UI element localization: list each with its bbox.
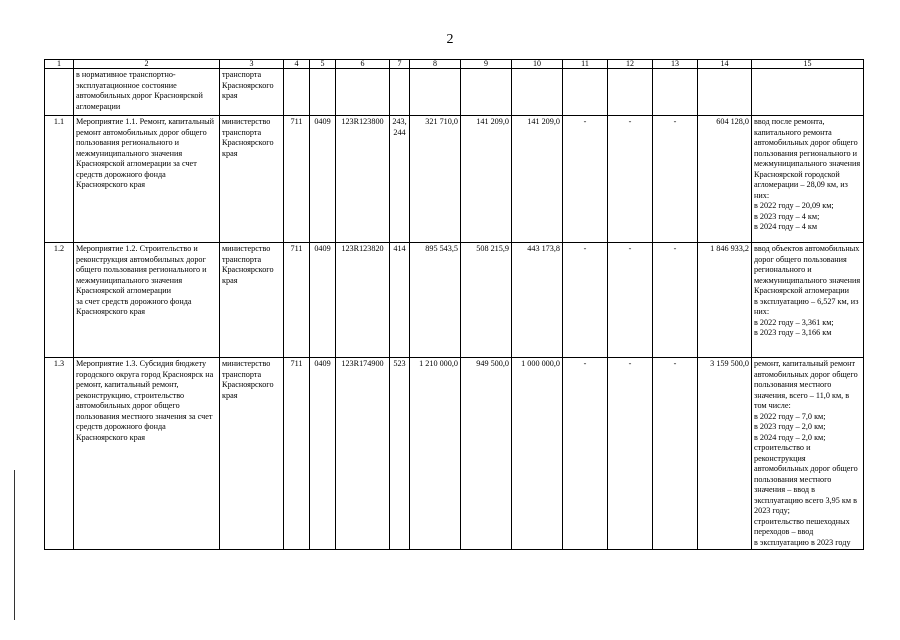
amount-col8: 321 710,0 bbox=[410, 116, 461, 243]
row-number: 1.2 bbox=[45, 243, 74, 358]
amount-col12 bbox=[608, 69, 653, 116]
table-row bbox=[45, 116, 864, 243]
amount-col9: 141 209,0 bbox=[461, 116, 512, 243]
total-amount: 604 128,0 bbox=[698, 116, 752, 243]
activity-name: Мероприятие 1.3. Субсидия бюджету городского округа город Красноярск на ремонт, капитальный ремонт, реконструкцию, строительство автомобильных дорог общего пользования местного значения за счет средств дорожного фонда Красноярского края bbox=[74, 358, 220, 550]
header-cell: 4 bbox=[284, 60, 310, 69]
header-cell: 15 bbox=[752, 60, 864, 69]
table-row bbox=[45, 243, 864, 358]
activity-name: в нормативное транспортно-эксплуатационное состояние автомобильных дорог Красноярской агломерации bbox=[74, 69, 220, 116]
section-code: 0409 bbox=[310, 243, 336, 358]
header-cell: 14 bbox=[698, 60, 752, 69]
executor: транспорта Красноярского края bbox=[220, 69, 284, 116]
executor: министерство транспорта Красноярского края bbox=[220, 243, 284, 358]
budget-table bbox=[44, 59, 864, 550]
amount-col12: - bbox=[608, 243, 653, 358]
amount-col8 bbox=[410, 69, 461, 116]
amount-col9: 508 215,9 bbox=[461, 243, 512, 358]
section-code: 0409 bbox=[310, 358, 336, 550]
expected-result bbox=[752, 69, 864, 116]
expense-type: 523 bbox=[390, 358, 410, 550]
header-cell: 3 bbox=[220, 60, 284, 69]
amount-col12: - bbox=[608, 116, 653, 243]
target-article: 123R123820 bbox=[336, 243, 390, 358]
target-article bbox=[336, 69, 390, 116]
amount-col11: - bbox=[563, 116, 608, 243]
expected-result: ремонт, капитальный ремонт автомобильных дорог общего пользования местного значения, всего – 11,0 км, в том числе: в 2022 году – 7,0 км; в 2023 году – 2,0 км; в 2024 году – 2,0 км; строительство и реконструкция автомобильных дорог общего пользования местного значения – ввод в эксплуатацию всего 3,95 км в 2023 году; строительство пешеходных переходов – ввод в эксплуатацию в 2023 году bbox=[752, 358, 864, 550]
amount-col9: 949 500,0 bbox=[461, 358, 512, 550]
amount-col12: - bbox=[608, 358, 653, 550]
header-cell: 5 bbox=[310, 60, 336, 69]
grbs-code: 711 bbox=[284, 116, 310, 243]
total-amount: 3 159 500,0 bbox=[698, 358, 752, 550]
header-cell: 1 bbox=[45, 60, 74, 69]
header-cell: 8 bbox=[410, 60, 461, 69]
amount-col9 bbox=[461, 69, 512, 116]
section-code: 0409 bbox=[310, 116, 336, 243]
total-amount: 1 846 933,2 bbox=[698, 243, 752, 358]
amount-col11 bbox=[563, 69, 608, 116]
amount-col11: - bbox=[563, 243, 608, 358]
grbs-code bbox=[284, 69, 310, 116]
executor: министерство транспорта Красноярского края bbox=[220, 358, 284, 550]
amount-col8: 1 210 000,0 bbox=[410, 358, 461, 550]
header-cell: 10 bbox=[512, 60, 563, 69]
header-cell: 6 bbox=[336, 60, 390, 69]
row-number: 1.1 bbox=[45, 116, 74, 243]
header-cell: 13 bbox=[653, 60, 698, 69]
total-amount bbox=[698, 69, 752, 116]
activity-name: Мероприятие 1.1. Ремонт, капитальный ремонт автомобильных дорог общего пользования регионального и межмуниципального значения Красноярской агломерации за счет средств дорожного фонда Красноярского края bbox=[74, 116, 220, 243]
amount-col10: 141 209,0 bbox=[512, 116, 563, 243]
expected-result: ввод объектов автомобильных дорог общего пользования регионального и межмуниципального значения Красноярской агломерации в эксплуатацию – 6,527 км, из них: в 2022 году – 3,361 км; в 2023 году – 3,166 км bbox=[752, 243, 864, 358]
row-number bbox=[45, 69, 74, 116]
amount-col8: 895 543,5 bbox=[410, 243, 461, 358]
amount-col10 bbox=[512, 69, 563, 116]
grbs-code: 711 bbox=[284, 243, 310, 358]
table-row bbox=[45, 69, 864, 116]
header-cell: 7 bbox=[390, 60, 410, 69]
amount-col13: - bbox=[653, 243, 698, 358]
amount-col11: - bbox=[563, 358, 608, 550]
expected-result: ввод после ремонта, капитального ремонта автомобильных дорог общего пользования регионального и межмуниципального значения Красноярской городской агломерации – 28,09 км, из них: в 2022 году – 20,09 км; в 2023 году – 4 км; в 2024 году – 4 км bbox=[752, 116, 864, 243]
header-cell: 11 bbox=[563, 60, 608, 69]
activity-name: Мероприятие 1.2. Строительство и реконструкция автомобильных дорог общего пользования регионального и межмуниципального значения Красноярской агломерации за счет средств дорожного фонда Красноярского края bbox=[74, 243, 220, 358]
amount-col10: 443 173,8 bbox=[512, 243, 563, 358]
section-code bbox=[310, 69, 336, 116]
expense-type: 414 bbox=[390, 243, 410, 358]
table-row bbox=[45, 358, 864, 550]
grbs-code: 711 bbox=[284, 358, 310, 550]
expense-type: 243, 244 bbox=[390, 116, 410, 243]
header-cell: 12 bbox=[608, 60, 653, 69]
row-number: 1.3 bbox=[45, 358, 74, 550]
target-article: 123R123800 bbox=[336, 116, 390, 243]
header-cell: 9 bbox=[461, 60, 512, 69]
margin-rule bbox=[14, 470, 15, 620]
amount-col10: 1 000 000,0 bbox=[512, 358, 563, 550]
target-article: 123R174900 bbox=[336, 358, 390, 550]
amount-col13 bbox=[653, 69, 698, 116]
page-number: 2 bbox=[446, 32, 454, 47]
amount-col13: - bbox=[653, 116, 698, 243]
header-row bbox=[45, 60, 864, 69]
expense-type bbox=[390, 69, 410, 116]
amount-col13: - bbox=[653, 358, 698, 550]
executor: министерство транспорта Красноярского края bbox=[220, 116, 284, 243]
header-cell: 2 bbox=[74, 60, 220, 69]
